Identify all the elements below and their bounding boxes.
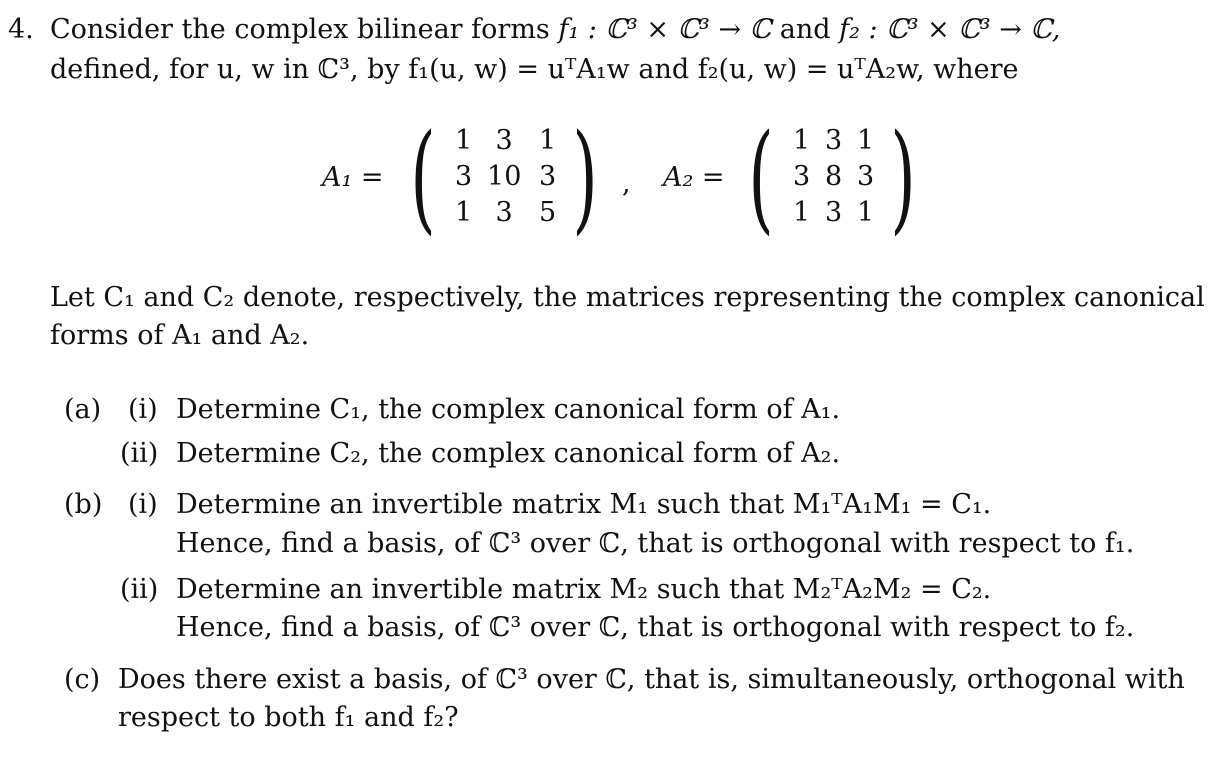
part-c-text-1: Does there exist a basis, of ℂ³ over ℂ, that is, simultaneously, orthogonal with: [118, 664, 1185, 695]
question-number: 4.: [8, 14, 34, 45]
intro-line-1: [50, 12, 1061, 48]
part-b-ii-text-1: Determine an invertible matrix M₂ such that M₂ᵀA₂M₂ = C₂.: [176, 574, 992, 605]
matrix-a1-entry: 3: [539, 161, 557, 192]
matrix-a1-entry: 5: [539, 197, 557, 228]
part-a-ii-text: Determine C₂, the complex canonical form of A₂.: [176, 438, 841, 469]
matrix-a2-entry: 3: [825, 197, 843, 228]
matrix-a2-grid: [784, 123, 880, 231]
part-b-ii-text-2: Hence, find a basis, of ℂ³ over ℂ, that is orthogonal with respect to f₂.: [176, 612, 1135, 643]
matrix-a2-entry: 1: [793, 125, 811, 156]
matrix-a1-entry: 1: [539, 125, 557, 156]
matrix-a2-label: A₂ =: [663, 162, 725, 193]
f2-signature: f₂ : ℂ³ × ℂ³ → ℂ,: [839, 14, 1061, 45]
part-a-i-label: (i): [128, 394, 158, 425]
matrix-a2-entry: 1: [793, 197, 811, 228]
matrix-a1-entry: 3: [495, 197, 513, 228]
matrix-a2-entry: 3: [793, 161, 811, 192]
matrix-a1-entry: 3: [455, 161, 473, 192]
paragraph-line-2: forms of A₁ and A₂.: [50, 320, 310, 351]
matrix-separator: ,: [622, 168, 631, 199]
left-paren-icon: (: [748, 108, 774, 246]
and-word: and: [779, 14, 831, 45]
matrix-a2: [738, 108, 926, 246]
matrix-a1-grid: [446, 123, 562, 231]
matrix-a2-entry: 1: [857, 125, 875, 156]
part-a-label: (a): [64, 394, 102, 425]
part-b-i-text-1: Determine an invertible matrix M₁ such that M₁ᵀA₁M₁ = C₁.: [176, 489, 992, 520]
matrix-a1-entry: 1: [455, 125, 473, 156]
part-c-label: (c): [64, 664, 101, 695]
f1-signature: f₁ : ℂ³ × ℂ³ → ℂ: [558, 14, 772, 45]
matrix-a2-entry: 3: [825, 125, 843, 156]
part-b-i-text-2: Hence, find a basis, of ℂ³ over ℂ, that is orthogonal with respect to f₁.: [176, 528, 1135, 559]
matrix-a2-entry: 8: [825, 161, 843, 192]
matrix-a1: [400, 108, 608, 246]
part-a-i-text: Determine C₁, the complex canonical form of A₁.: [176, 394, 841, 425]
part-b-label: (b): [64, 489, 103, 520]
part-a-ii-label: (ii): [120, 438, 159, 469]
matrix-a2-entry: 1: [857, 197, 875, 228]
part-b-ii-label: (ii): [120, 574, 159, 605]
right-paren-icon: ): [890, 108, 916, 246]
right-paren-icon: ): [572, 108, 598, 246]
part-c-text-2: respect to both f₁ and f₂?: [118, 702, 459, 733]
left-paren-icon: (: [410, 108, 436, 246]
matrix-a1-entry: 10: [487, 161, 522, 192]
matrix-a2-entry: 3: [857, 161, 875, 192]
matrix-a1-entry: 1: [455, 197, 473, 228]
paragraph-line-1: Let C₁ and C₂ denote, respectively, the matrices representing the complex canonical: [50, 282, 1205, 313]
matrix-a1-entry: 3: [495, 125, 513, 156]
intro-text: Consider the complex bilinear forms: [50, 14, 550, 45]
part-b-i-label: (i): [128, 489, 158, 520]
matrix-a1-label: A₁ =: [322, 162, 384, 193]
intro-line-2: defined, for u, w in ℂ³, by f₁(u, w) = uᵀA₁w and f₂(u, w) = uᵀA₂w, where: [50, 54, 1019, 85]
